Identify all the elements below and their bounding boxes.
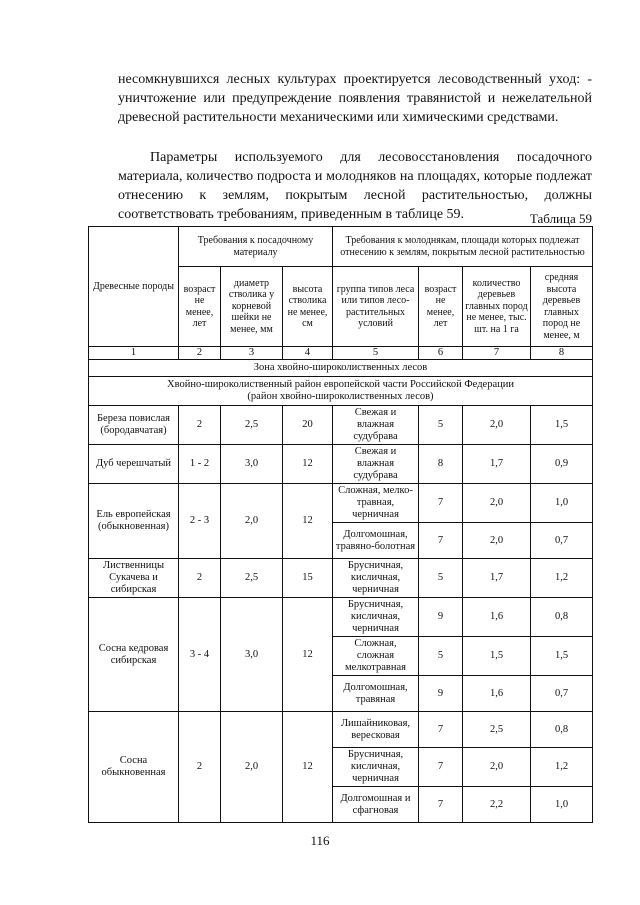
cell-forest-type: Долгомошная, травяно-болотная	[333, 523, 419, 559]
cell-avg-height: 0,7	[531, 523, 593, 559]
table-row	[89, 712, 593, 748]
column-number: 4	[283, 347, 333, 360]
table-row	[89, 598, 593, 637]
column-number: 5	[333, 347, 419, 360]
cell-diameter: 2,5	[221, 559, 283, 598]
cell-height: 20	[283, 406, 333, 445]
cell-young-age: 9	[419, 676, 463, 712]
cell-diameter: 3,0	[221, 445, 283, 484]
cell-young-age: 8	[419, 445, 463, 484]
header-forest-type: группа типов леса или типов лесо-растительных условий	[333, 267, 419, 347]
header-height: высота стволика не менее, см	[283, 267, 333, 347]
cell-planting-age: 1 - 2	[179, 445, 221, 484]
column-number: 8	[531, 347, 593, 360]
cell-height: 12	[283, 712, 333, 823]
column-number: 1	[89, 347, 179, 360]
cell-count: 2,0	[463, 484, 531, 523]
paragraph-table-intro: Параметры используемого для лесовосстановления посадочного материала, количество подроста и молодняков на площадях, которые подлежат отнесению к землям, покрытым лесной растительностью, должны соответствовать требованиям, приведенным в таблице 59.	[118, 150, 592, 222]
cell-height: 12	[283, 598, 333, 712]
cell-count: 2,0	[463, 406, 531, 445]
cell-young-age: 7	[419, 748, 463, 787]
cell-young-age: 5	[419, 637, 463, 676]
cell-young-age: 5	[419, 406, 463, 445]
cell-height: 12	[283, 445, 333, 484]
cell-avg-height: 1,0	[531, 787, 593, 823]
header-diameter: диаметр стволика у корневой шейки не менее, мм	[221, 267, 283, 347]
header-avg-height: средняя высота деревьев главных пород не менее, м	[531, 267, 593, 347]
cell-species: Сосна кедровая сибирская	[89, 598, 179, 712]
cell-avg-height: 0,8	[531, 712, 593, 748]
table-caption: Таблица 59	[529, 211, 592, 226]
cell-height: 12	[283, 484, 333, 559]
header-young-age: возраст не менее, лет	[419, 267, 463, 347]
cell-avg-height: 0,9	[531, 445, 593, 484]
page-number: 116	[310, 833, 330, 848]
cell-forest-type: Долгомошная и сфагновая	[333, 787, 419, 823]
cell-forest-type: Сложная, мелко-травная, черничная	[333, 484, 419, 523]
cell-diameter: 3,0	[221, 598, 283, 712]
cell-count: 1,7	[463, 559, 531, 598]
header-age: возраст не менее, лет	[179, 267, 221, 347]
cell-avg-height: 1,5	[531, 406, 593, 445]
cell-count: 2,5	[463, 712, 531, 748]
header-species: Древесные породы	[89, 227, 179, 347]
cell-forest-type: Брусничная, кисличная, черничная	[333, 748, 419, 787]
cell-diameter: 2,5	[221, 406, 283, 445]
cell-species: Лиственницы Сукачева и сибирская	[89, 559, 179, 598]
header-young-stands: Требования к молоднякам, площади которых подлежат отнесению к землям, покрытым лесной растительностью	[333, 227, 593, 267]
cell-count: 1,6	[463, 598, 531, 637]
cell-planting-age: 2 - 3	[179, 484, 221, 559]
cell-young-age: 9	[419, 598, 463, 637]
table-row	[89, 445, 593, 484]
cell-young-age: 5	[419, 559, 463, 598]
cell-forest-type: Долгомошная, травяная	[333, 676, 419, 712]
paragraph-continuation: несомкнувшихся лесных культурах проектируется лесоводственный уход: - уничтожение или предупреждение появления травянистой и нежелательной древесной растительности механическими или химическими средствами.	[118, 72, 592, 125]
cell-forest-type: Свежая и влажная судубрава	[333, 445, 419, 484]
cell-species: Ель европейская (обыкновенная)	[89, 484, 179, 559]
cell-avg-height: 0,7	[531, 676, 593, 712]
cell-young-age: 7	[419, 484, 463, 523]
column-number: 3	[221, 347, 283, 360]
cell-avg-height: 1,5	[531, 637, 593, 676]
zone-heading: Зона хвойно-широколиственных лесов	[89, 360, 593, 377]
cell-forest-type: Лишайниковая, вересковая	[333, 712, 419, 748]
cell-count: 1,5	[463, 637, 531, 676]
cell-count: 1,7	[463, 445, 531, 484]
cell-diameter: 2,0	[221, 712, 283, 823]
cell-planting-age: 2	[179, 406, 221, 445]
cell-species: Сосна обыкновенная	[89, 712, 179, 823]
header-count: количество деревьев главных пород не менее, тыс. шт. на 1 га	[463, 267, 531, 347]
cell-species: Дуб черешчатый	[89, 445, 179, 484]
cell-young-age: 7	[419, 523, 463, 559]
column-number: 6	[419, 347, 463, 360]
cell-count: 1,6	[463, 676, 531, 712]
cell-avg-height: 1,2	[531, 748, 593, 787]
cell-planting-age: 3 - 4	[179, 598, 221, 712]
cell-count: 2,0	[463, 748, 531, 787]
region-line-2: (район хвойно-широколиственных лесов)	[247, 391, 434, 402]
region-heading	[89, 377, 593, 406]
cell-forest-type: Брусничная, кисличная, черничная	[333, 598, 419, 637]
cell-avg-height: 0,8	[531, 598, 593, 637]
region-line-1: Хвойно-широколиственный район европейской части Российской Федерации	[167, 379, 514, 390]
cell-young-age: 7	[419, 712, 463, 748]
cell-forest-type: Свежая и влажная судубрава	[333, 406, 419, 445]
cell-avg-height: 1,0	[531, 484, 593, 523]
column-number: 2	[179, 347, 221, 360]
cell-forest-type: Брусничная, кисличная, черничная	[333, 559, 419, 598]
table-row	[89, 484, 593, 523]
cell-forest-type: Сложная, сложная мелкотравная	[333, 637, 419, 676]
header-planting-material: Требования к посадочному материалу	[179, 227, 333, 267]
column-number: 7	[463, 347, 531, 360]
cell-count: 2,2	[463, 787, 531, 823]
cell-species: Береза повислая (бородавчатая)	[89, 406, 179, 445]
cell-avg-height: 1,2	[531, 559, 593, 598]
cell-planting-age: 2	[179, 559, 221, 598]
cell-height: 15	[283, 559, 333, 598]
requirements-table	[88, 226, 593, 823]
cell-young-age: 7	[419, 787, 463, 823]
cell-diameter: 2,0	[221, 484, 283, 559]
cell-planting-age: 2	[179, 712, 221, 823]
table-row	[89, 559, 593, 598]
table-row	[89, 406, 593, 445]
cell-count: 2,0	[463, 523, 531, 559]
